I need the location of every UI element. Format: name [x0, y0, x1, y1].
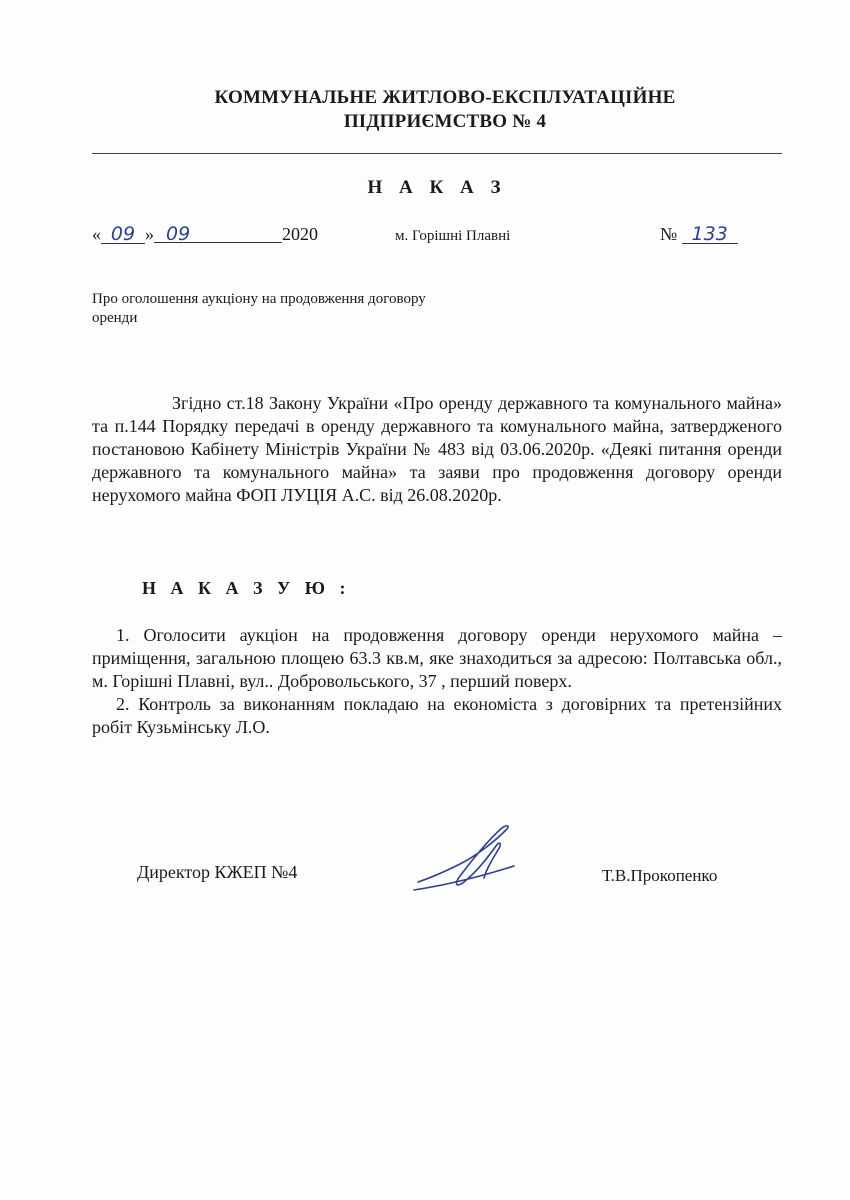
order-number-prefix: № — [660, 224, 678, 244]
document-title: Н А К А З — [367, 177, 507, 198]
order-heading: Н А К А З У Ю : — [142, 578, 351, 598]
organization-title-line1: КОММУНАЛЬНЕ ЖИТЛОВО-ЕКСПЛУАТАЦІЙНЕ — [214, 87, 676, 108]
list-item-text: Контроль за виконанням покладаю на економіста з договірних та претензійних робіт Кузьмінську Л.О. — [92, 694, 783, 737]
list-item-number: 2. — [116, 694, 130, 714]
organization-title-line2: ПІДПРИЄМСТВО № 4 — [343, 111, 547, 132]
organization-title — [100, 86, 790, 134]
order-number-field — [660, 223, 738, 245]
handwritten-signature — [410, 820, 520, 900]
date-field — [92, 223, 318, 245]
order-number: 133 — [682, 223, 738, 244]
date-year: 2020 — [282, 224, 318, 244]
list-item-text: Оголосити аукціон на продовження договору оренди нерухомого майна – приміщення, загальною площею 63.3 кв.м, яке знаходиться за адресою: Полтавська обл., м. Горішні Плавні, вул.. Добровольського, 37 , перший поверх. — [92, 625, 782, 691]
header-divider — [92, 153, 782, 154]
list-item — [92, 624, 782, 693]
list-item — [92, 693, 782, 739]
signatory-name: Т.В.Прокопенко — [602, 866, 718, 885]
date-close-quote: » — [145, 224, 154, 244]
signatory-position: Директор КЖЕП №4 — [137, 862, 298, 882]
date-day: 09 — [101, 223, 145, 244]
date-month: 09 — [154, 223, 282, 243]
date-open-quote: « — [92, 224, 101, 244]
city-label: м. Горішні Плавні — [395, 228, 511, 244]
order-subject: Про оголошення аукціону на продовження договору оренди — [92, 291, 426, 326]
order-items-list — [92, 624, 782, 739]
preamble-paragraph: Згідно ст.18 Закону України «Про оренду державного та комунального майна» та п.144 Порядку передачі в оренду державного та комунального майна, затвердженого постановою Кабінету Міністрів України № 483 від 03.06.2020р. «Деякі питання оренди державного та комунального майна» та заяви про продовження договору оренди нерухомого майна ФОП ЛУЦІЯ А.С. від 26.08.2020р. — [92, 393, 782, 505]
list-item-number: 1. — [116, 625, 130, 645]
